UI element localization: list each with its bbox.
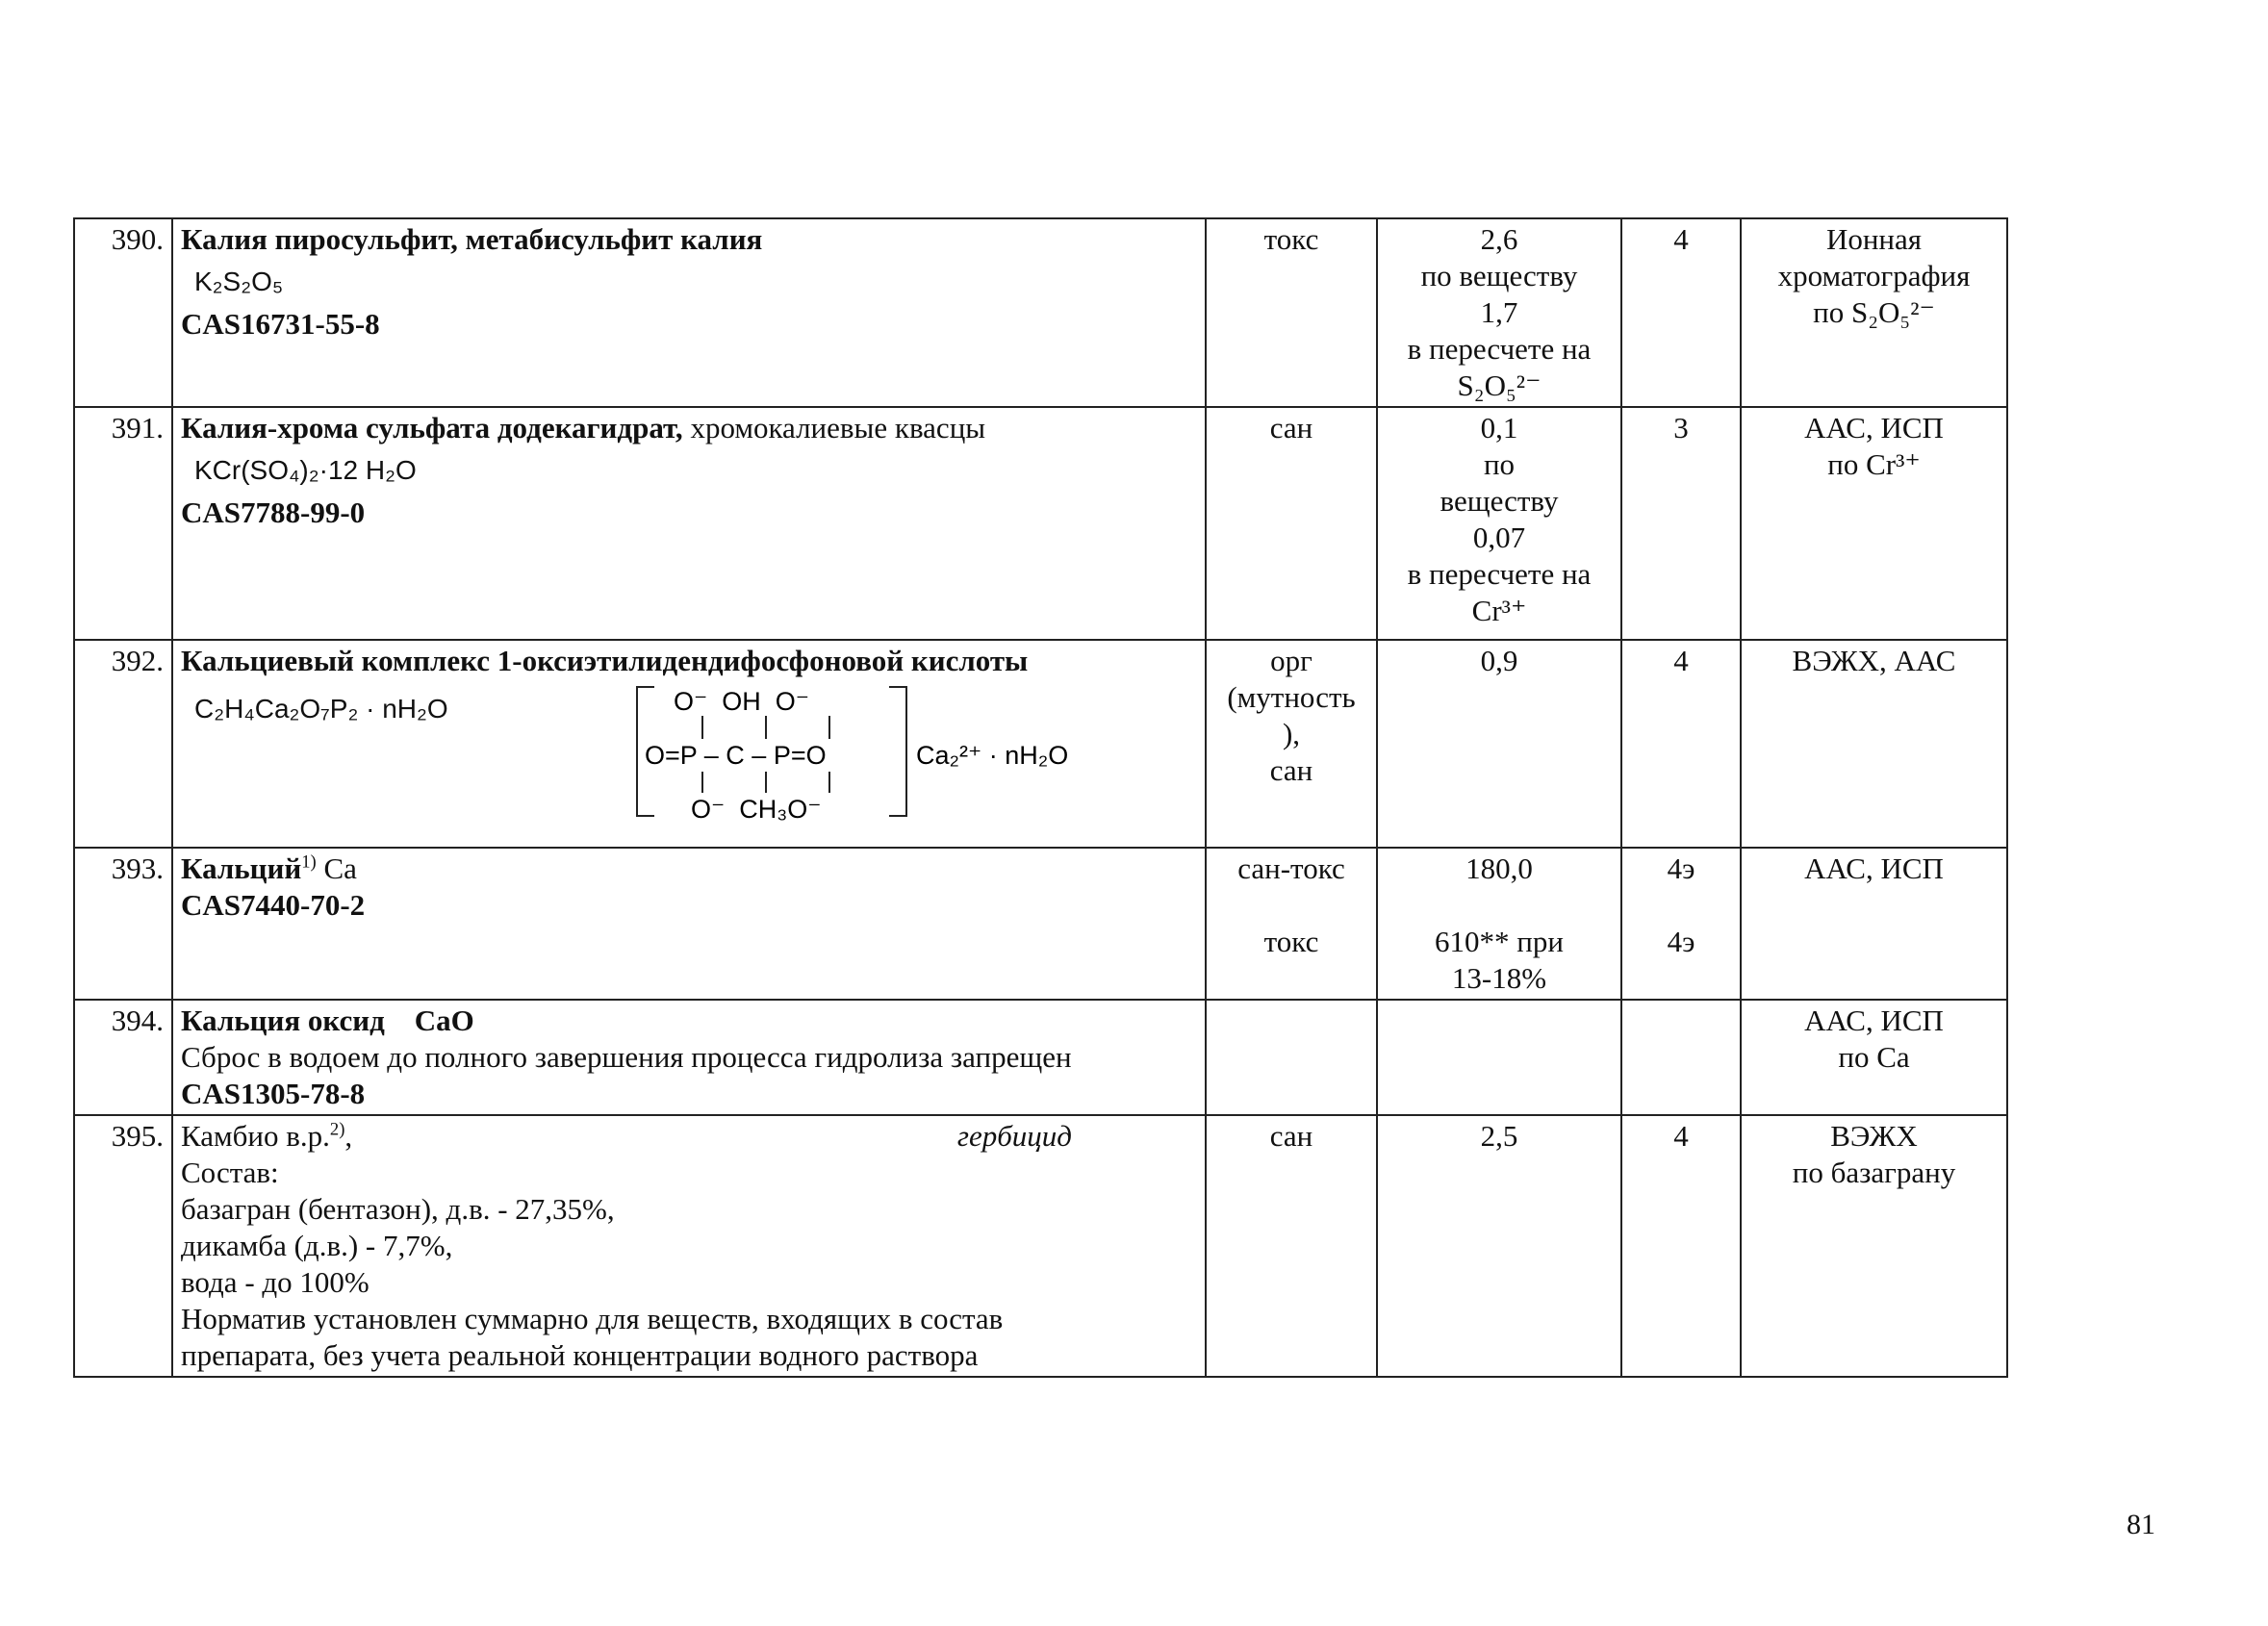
value-cell (1377, 407, 1621, 640)
cas-number: CAS16731-55-8 (181, 307, 380, 341)
value-line: 610** при (1435, 925, 1564, 958)
sign-line: сан (1269, 753, 1313, 787)
hazard-class: 4 (1621, 1115, 1741, 1377)
substance-note: Сброс в водоем до полного завершения процесса гидролиза запрещен (181, 1040, 1072, 1074)
substance-name: Кальциевый комплекс 1-оксиэтилидендифосфоновой кислоты (181, 644, 1029, 677)
method-line: Ионная (1825, 222, 1923, 256)
method-line: ВЭЖХ, ААС (1792, 644, 1956, 677)
hazard-sign: токс (1206, 218, 1377, 407)
value-line: в пересчете на (1407, 332, 1592, 366)
norms-table (73, 217, 2008, 1378)
substance-name-text: Камбио в.р. (181, 1119, 330, 1153)
hazard-class (1621, 1000, 1741, 1115)
method-cell (1741, 218, 2007, 407)
hazard-sign: сан (1206, 407, 1377, 640)
substance-name (181, 410, 1197, 446)
sign-line: (мутность (1227, 680, 1356, 714)
structure-bottom: O⁻ CH₃O⁻ (691, 795, 822, 824)
table-row (74, 218, 2007, 407)
structural-formula (627, 679, 1128, 824)
method-line: ВЭЖХ (1830, 1119, 1918, 1153)
sign-line: сан-токс (1237, 851, 1345, 885)
value-line: 0,9 (1480, 644, 1518, 677)
substance-cell (172, 1000, 1206, 1115)
method-cell (1741, 1000, 2007, 1115)
footnote-mark: 2) (329, 1119, 345, 1140)
chemical-formula: C₂H₄Ca₂O₇P₂ · nH₂O (194, 694, 448, 724)
table-row (74, 1115, 2007, 1377)
sign-line: ), (1282, 717, 1301, 750)
hazard-sign (1206, 848, 1377, 1000)
sign-line: токс (1263, 925, 1319, 958)
value-cell (1377, 1115, 1621, 1377)
value-line: 180,0 (1465, 851, 1533, 885)
substance-cell (172, 848, 1206, 1000)
substance-symbol: Ca (316, 851, 357, 885)
value-cell (1377, 218, 1621, 407)
structure-top: O⁻ OH O⁻ (674, 687, 810, 716)
substance-name-bold: Кальций (181, 851, 302, 885)
method-line: по S₂O₅²⁻ (1813, 295, 1935, 329)
value-line: по веществу (1420, 259, 1578, 292)
page-number: 81 (2127, 1509, 2155, 1540)
substance-name: Калия пиросульфит, метабисульфит калия (181, 222, 763, 256)
table-row (74, 848, 2007, 1000)
table-row (74, 1000, 2007, 1115)
composition-line: дикамба (д.в.) - 7,7%, (181, 1229, 453, 1262)
substance-cell (172, 218, 1206, 407)
substance-cell (172, 407, 1206, 640)
value-line: 13-18% (1451, 961, 1547, 995)
method-line: ААС, ИСП (1804, 411, 1944, 445)
substance-cell (172, 1115, 1206, 1377)
value-line: 0,1 (1480, 411, 1518, 445)
hazard-class: 3 (1621, 407, 1741, 640)
substance-header (181, 1118, 1197, 1155)
substance-cell (172, 640, 1206, 848)
substance-name-bold: Калия-хрома сульфата додекагидрат, (181, 411, 683, 445)
table-row (74, 407, 2007, 640)
method-line: ААС, ИСП (1804, 851, 1944, 885)
method-line: хроматография (1777, 259, 1971, 292)
hazard-sign (1206, 640, 1377, 848)
value-line (1386, 887, 1613, 924)
hazard-line: 4э (1667, 925, 1695, 958)
value-cell (1377, 848, 1621, 1000)
hazard-sign (1206, 1000, 1377, 1115)
composition-line: базагран (бентазон), д.в. - 27,35%, (181, 1192, 615, 1226)
row-number: 390. (74, 218, 172, 407)
composition-line: Норматив установлен суммарно для веществ, входящих в состав (181, 1302, 1004, 1335)
substance-synonym: хромокалиевые квасцы (682, 411, 986, 445)
row-number: 393. (74, 848, 172, 1000)
cas-number: CAS1305-78-8 (181, 1077, 366, 1110)
composition-line: Состав: (181, 1156, 279, 1189)
composition-line: препарата, без учета реальной концентрации водного раствора (181, 1338, 979, 1372)
composition-line: вода - до 100% (181, 1265, 370, 1299)
value-line: по (1483, 447, 1516, 481)
chemical-formula: KCr(SO₄)₂·12 H₂O (194, 455, 417, 485)
row-number: 394. (74, 1000, 172, 1115)
method-cell (1741, 1115, 2007, 1377)
substance-name: Кальция оксид CaO (181, 1004, 474, 1037)
name-punct: , (344, 1119, 353, 1153)
hazard-class: 4 (1621, 218, 1741, 407)
substance-category: гербицид (956, 1119, 1072, 1153)
table-row (74, 640, 2007, 848)
method-line: ААС, ИСП (1804, 1004, 1944, 1037)
method-line: по базаграну (1792, 1156, 1956, 1189)
sign-line (1214, 887, 1368, 924)
chemical-formula: K₂S₂O₅ (194, 267, 284, 296)
method-cell (1741, 407, 2007, 640)
value-cell (1377, 1000, 1621, 1115)
row-number: 391. (74, 407, 172, 640)
structure-cation: Ca₂²⁺ · nH₂O (916, 741, 1069, 770)
hazard-sign: сан (1206, 1115, 1377, 1377)
hazard-line: 4э (1667, 851, 1695, 885)
method-line: по Ca (1838, 1040, 1910, 1074)
hazard-class: 4 (1621, 640, 1741, 848)
value-line: веществу (1440, 484, 1559, 518)
value-line: 1,7 (1480, 295, 1518, 329)
value-line: 2,6 (1480, 222, 1518, 256)
value-line: S₂O₅²⁻ (1457, 368, 1542, 402)
value-line: Cr³⁺ (1471, 594, 1527, 627)
cas-number: CAS7788-99-0 (181, 495, 366, 529)
method-cell (1741, 640, 2007, 848)
hazard-class (1621, 848, 1741, 1000)
hazard-line (1630, 887, 1732, 924)
substance-name (181, 851, 1197, 887)
value-line: в пересчете на (1407, 557, 1592, 591)
value-cell (1377, 640, 1621, 848)
substance-name (181, 1118, 352, 1155)
formula-block (181, 679, 1197, 824)
structure-middle: O=P – C – P=O (645, 741, 827, 770)
value-line: 0,07 (1472, 521, 1526, 554)
cas-number: CAS7440-70-2 (181, 888, 366, 922)
row-number: 392. (74, 640, 172, 848)
method-line: по Cr³⁺ (1827, 447, 1921, 481)
sign-line: орг (1270, 644, 1312, 677)
value-line: 2,5 (1480, 1119, 1518, 1153)
method-cell (1741, 848, 2007, 1000)
row-number: 395. (74, 1115, 172, 1377)
footnote-mark: 1) (301, 851, 317, 873)
